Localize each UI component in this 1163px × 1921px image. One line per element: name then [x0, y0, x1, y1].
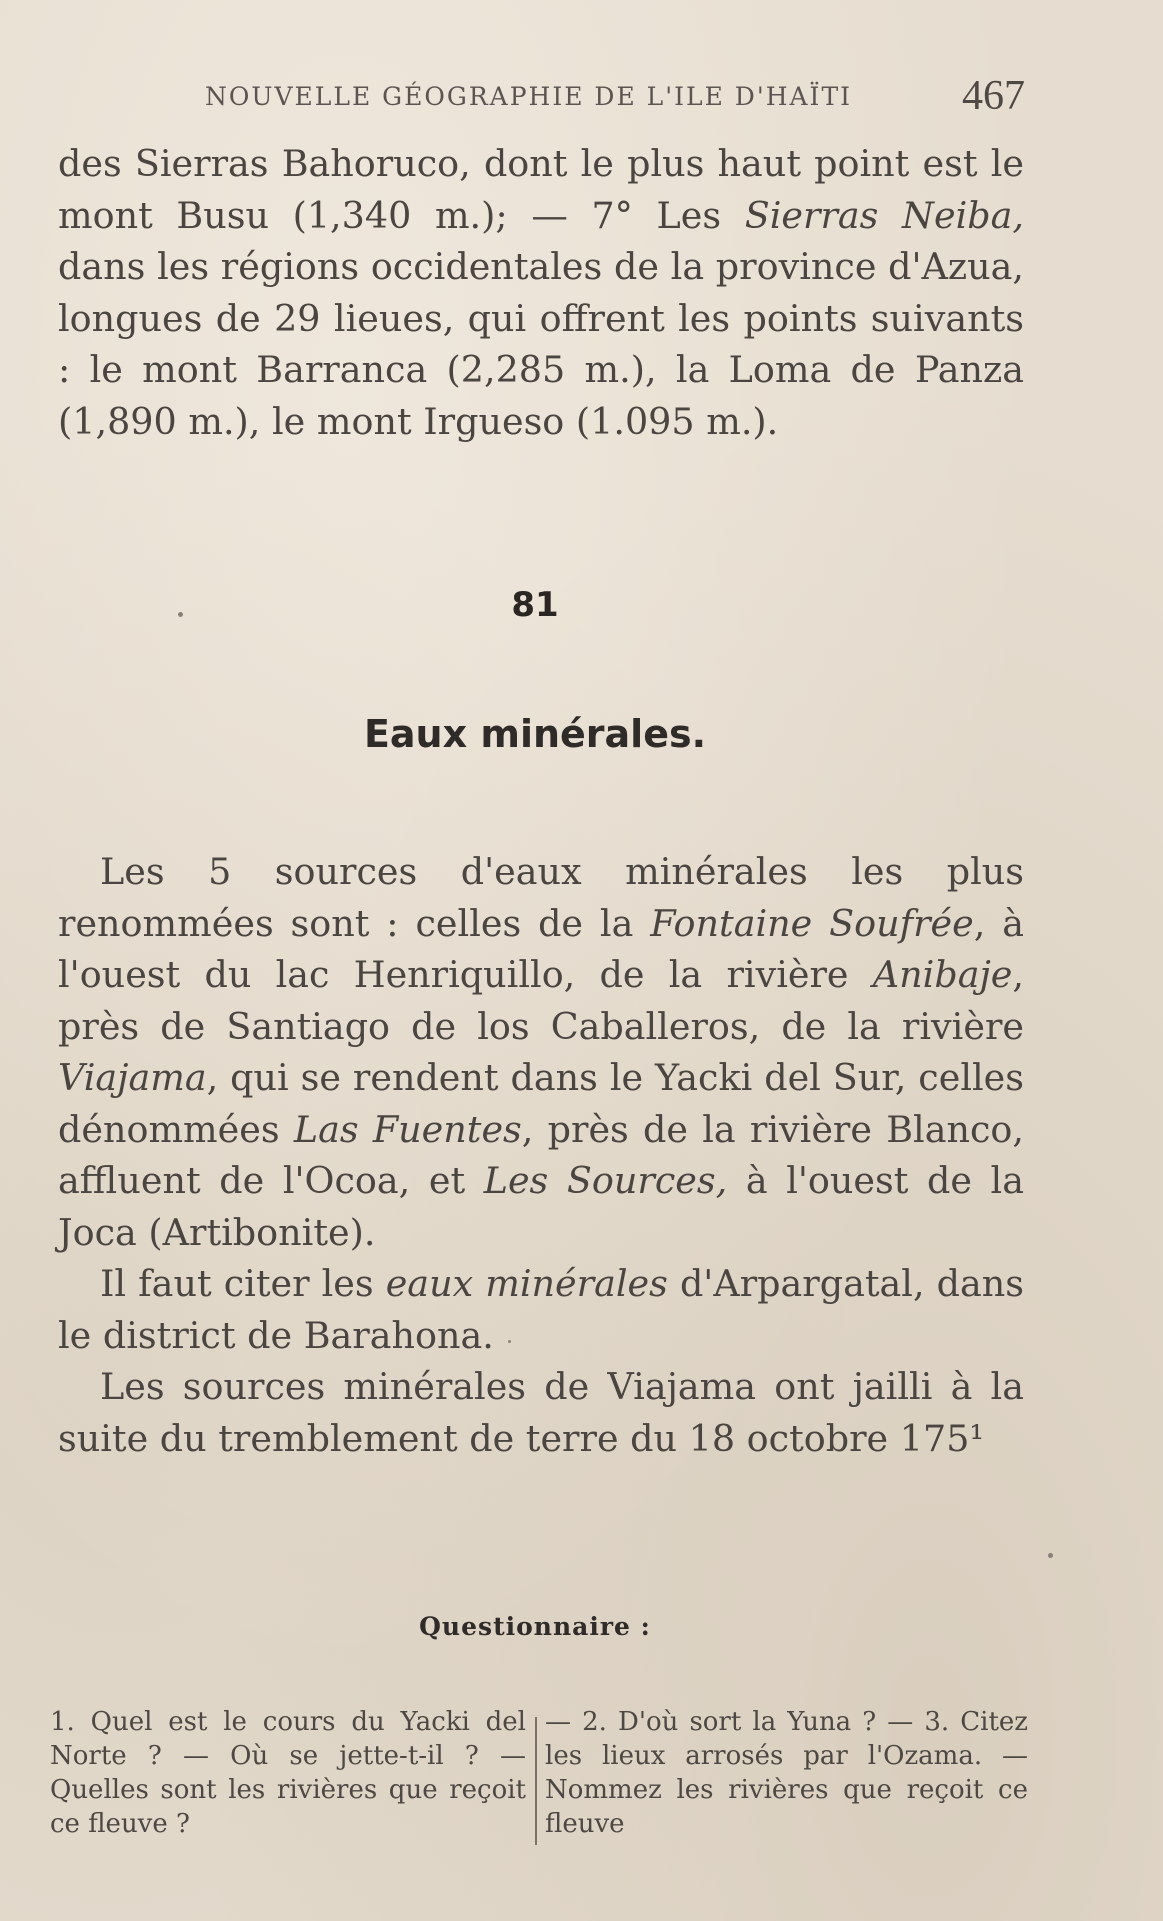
arpargatal-text-1: Il faut citer les — [100, 1262, 386, 1305]
paragraph-sources — [58, 846, 1024, 1258]
sources-italic-viajama: Viajama — [58, 1056, 207, 1099]
sources-text-1: Les 5 sources d'eaux minérales les plus renommées sont : celles de la — [58, 850, 1024, 945]
paragraph-viajama: Les sources minérales de Viajama ont jailli à la suite du tremblement de terre du 18 octobre 175¹ — [58, 1365, 1024, 1460]
questionnaire-right-column: — 2. D'où sort la Yuna ? — 3. Citez les lieux arrosés par l'Ozama. — Nommez les rivières que reçoit ce fleuve — [545, 1707, 1028, 1839]
intro-italic-sierras-neiba: Sierras Neiba, — [744, 193, 1024, 237]
paragraph-arpargatal — [58, 1258, 1024, 1361]
ink-speck — [1048, 1553, 1053, 1558]
sources-italic-fontaine: Fontaine Soufrée — [650, 901, 974, 945]
questionnaire-left-column: 1. Quel est le cours du Yacki del Norte ? — Où se jette-t-il ? — Quelles sont les rivières que reçoit ce fleuve ? — [50, 1707, 526, 1839]
running-head — [205, 72, 1025, 122]
sources-italic-les-sources: Les Sources, — [483, 1159, 728, 1202]
ink-speck — [508, 1340, 511, 1343]
arpargatal-italic: eaux minérales — [385, 1262, 668, 1305]
ink-speck — [178, 612, 183, 617]
running-title: NOUVELLE GÉOGRAPHIE DE L'ILE D'HAÏTI — [205, 82, 852, 111]
page-number: 467 — [962, 73, 1025, 119]
sources-italic-las-fuentes: Las Fuentes — [293, 1107, 522, 1151]
sources-text-4: , qui se rendent dans le Yacki del Sur, celles dénommées — [58, 1056, 1024, 1151]
section-body — [58, 846, 1024, 1464]
section-number: 81 — [511, 585, 559, 625]
arpargatal-text-2: d'Arpargatal, dans le district de Barahona. — [58, 1262, 1024, 1357]
intro-paragraph — [58, 138, 1024, 447]
intro-text-1: des Sierras Bahoruco, dont le plus haut point est le mont Busu (1,340 m.); — 7° Les — [58, 142, 1024, 237]
column-divider — [535, 1717, 537, 1845]
intro-text-2: dans les régions occidentales de la province d'Azua, longues de 29 lieues, qui offrent les points suivants : le mont Barranca (2,285 m.), la Loma de Panza (1,890 m.), le mont Irgueso (1.095 m.). — [58, 245, 1024, 443]
sources-text-5: , près de la rivière Blanco, affluent de l'Ocoa, et — [58, 1107, 1024, 1202]
sources-text-3: , près de Santiago de los Caballeros, de la rivière — [58, 953, 1024, 1048]
questionnaire-heading: Questionnaire : — [419, 1612, 651, 1641]
sources-text-6: à l'ouest de la Joca (Artibonite). — [58, 1159, 1024, 1254]
sources-italic-anibaje: Anibaje — [872, 953, 1013, 996]
sources-text-2: , à l'ouest du lac Henriquillo, de la rivière — [58, 901, 1024, 996]
section-title: Eaux minérales. — [363, 712, 707, 756]
